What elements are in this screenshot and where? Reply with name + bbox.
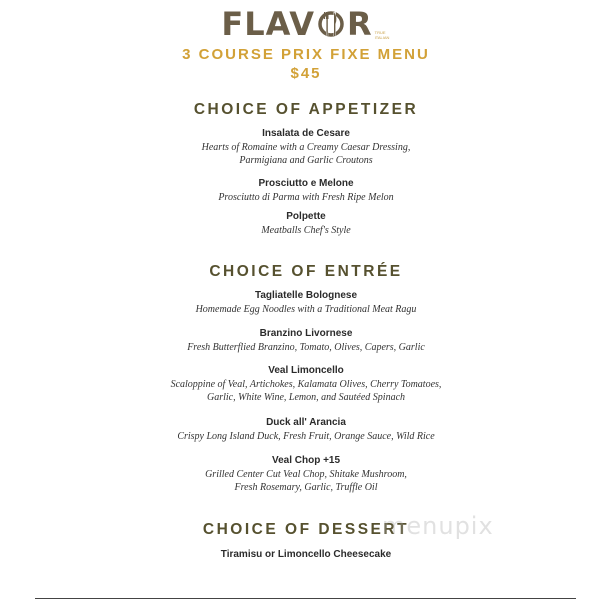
prix-fixe-heading: 3 COURSE PRIX FIXE MENU <box>182 46 430 63</box>
logo-text-main: FLAV <box>221 5 315 43</box>
dish-description: Grilled Center Cut Veal Chop, Shitake Mushroom, <box>205 469 407 480</box>
dish-description: Parmigiana and Garlic Croutons <box>239 155 373 166</box>
dish-description: Crispy Long Island Duck, Fresh Fruit, Orange Sauce, Wild Rice <box>177 431 435 442</box>
dish-name: Insalata de Cesare <box>262 128 350 139</box>
dish-description: Garlic, White Wine, Lemon, and Sautéed Spinach <box>206 392 406 403</box>
logo-text-tail: R <box>346 5 373 43</box>
footer-divider <box>35 598 576 599</box>
dish-name: Veal Limoncello <box>268 365 344 376</box>
dish-name: Polpette <box>286 211 326 222</box>
restaurant-logo <box>0 6 612 42</box>
appetizer-section-title: CHOICE OF APPETIZER <box>193 101 419 118</box>
dessert-section-title: CHOICE OF DESSERT <box>202 521 410 538</box>
dish-description: Meatballs Chef's Style <box>261 225 351 236</box>
fork-knife-icon <box>316 8 346 40</box>
watermark: menupix <box>382 512 494 540</box>
dish-name: Duck all' Arancia <box>266 417 346 428</box>
dish-name: Branzino Livornese <box>259 328 353 339</box>
dish-description: Prosciutto di Parma with Fresh Ripe Melon <box>218 192 394 203</box>
dish-description: Fresh Rosemary, Garlic, Truffle Oil <box>234 482 378 493</box>
dish-name: Prosciutto e Melone <box>258 178 354 189</box>
menu-price: $45 <box>290 65 322 82</box>
dish-name: Veal Chop +15 <box>271 455 341 466</box>
dish-name: Tiramisu or Limoncello Cheesecake <box>220 549 392 560</box>
dish-description: Hearts of Romaine with a Creamy Caesar Dressing, <box>201 142 411 153</box>
dish-description: Scaloppine of Veal, Artichokes, Kalamata Olives, Cherry Tomatoes, <box>170 379 442 390</box>
dish-description: Homemade Egg Noodles with a Traditional Meat Ragu <box>195 304 417 315</box>
dish-name: Tagliatelle Bolognese <box>254 290 358 301</box>
entree-section-title: CHOICE OF ENTRÉE <box>209 263 403 280</box>
logo-tagline: TRUE ITALIAN <box>374 30 390 40</box>
dish-description: Fresh Butterflied Branzino, Tomato, Olives, Capers, Garlic <box>187 342 425 353</box>
